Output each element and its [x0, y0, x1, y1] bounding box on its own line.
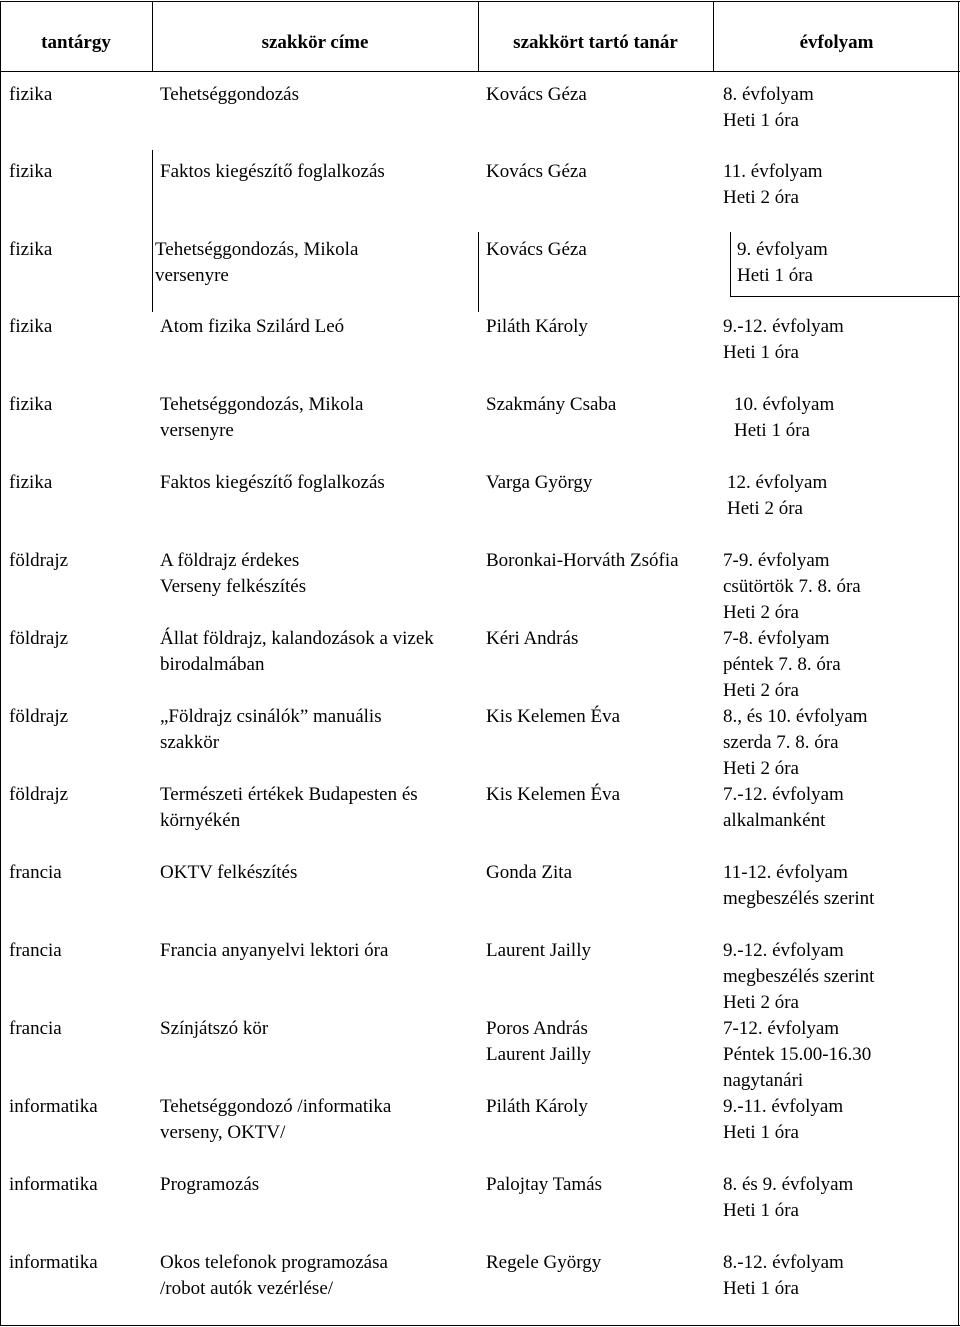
- cell-teacher: Varga György: [486, 472, 593, 493]
- table-right-border: [958, 1, 959, 1326]
- cell-title: Programozás: [160, 1174, 260, 1195]
- header-subject: tantárgy: [41, 32, 111, 53]
- cell-subject: francia: [9, 940, 62, 961]
- cell-title: Faktos kiegészítő foglalkozás: [160, 472, 385, 493]
- cell-subject: földrajz: [9, 706, 69, 727]
- cell-teacher: Palojtay Tamás: [486, 1174, 602, 1195]
- cell-subject: francia: [9, 1018, 62, 1039]
- cell-teacher: Kis Kelemen Éva: [486, 706, 621, 727]
- cell-teacher: Gonda Zita: [486, 862, 573, 883]
- cell-title: „Földrajz csinálók” manuális szakkör: [160, 706, 382, 753]
- cell-grade: 10. évfolyam Heti 1 óra: [734, 394, 835, 441]
- cell-title: Tehetséggondozás, Mikola versenyre: [160, 394, 364, 441]
- cell-teacher: Kovács Géza: [486, 84, 587, 105]
- cell-grade: 9.-12. évfolyam megbeszélés szerint Heti 2 óra: [723, 940, 875, 1013]
- cell-border-row3-b: [478, 232, 479, 312]
- cell-teacher: Poros András Laurent Jailly: [486, 1018, 591, 1065]
- cell-subject: fizika: [9, 472, 53, 493]
- cell-subject: fizika: [9, 161, 53, 182]
- cell-grade: 9.-11. évfolyam Heti 1 óra: [723, 1096, 844, 1143]
- cell-subject: fizika: [9, 316, 53, 337]
- cell-grade: 12. évfolyam Heti 2 óra: [727, 472, 828, 519]
- cell-subject: informatika: [9, 1252, 98, 1273]
- cell-title: Természeti értékek Budapesten és környékén: [160, 784, 418, 831]
- cell-title: Színjátszó kör: [160, 1018, 269, 1039]
- cell-border-row3-a: [152, 232, 153, 312]
- cell-border-row3-d: [730, 296, 960, 297]
- cell-grade: 7-9. évfolyam csütörtök 7. 8. óra Heti 2 óra: [723, 550, 861, 623]
- header-teacher: szakkört tartó tanár: [513, 32, 678, 53]
- cell-grade: 7-12. évfolyam Péntek 15.00-16.30 nagytanári: [723, 1018, 872, 1091]
- cell-title: Tehetséggondozás: [160, 84, 300, 105]
- cell-subject: francia: [9, 862, 62, 883]
- cell-grade: 8. évfolyam Heti 1 óra: [723, 84, 814, 131]
- cell-title: OKTV felkészítés: [160, 862, 298, 883]
- cell-subject: fizika: [9, 239, 53, 260]
- cell-grade: 11. évfolyam Heti 2 óra: [723, 161, 823, 208]
- cell-subject: földrajz: [9, 784, 69, 805]
- cell-border-row3-c: [730, 232, 731, 296]
- cell-teacher: Piláth Károly: [486, 316, 588, 337]
- table-top-border: [0, 1, 960, 2]
- cell-title: Francia anyanyelvi lektori óra: [160, 940, 389, 961]
- cell-subject: fizika: [9, 84, 53, 105]
- cell-teacher: Kis Kelemen Éva: [486, 784, 621, 805]
- table-left-border: [0, 1, 1, 1326]
- cell-title: Állat földrajz, kalandozások a vizek birodalmában: [160, 628, 434, 675]
- cell-subject: informatika: [9, 1174, 98, 1195]
- cell-grade: 7-8. évfolyam péntek 7. 8. óra Heti 2 óra: [723, 628, 841, 701]
- cell-subject: fizika: [9, 394, 53, 415]
- cell-grade: 8., és 10. évfolyam szerda 7. 8. óra Heti 2 óra: [723, 706, 868, 779]
- cell-grade: 9. évfolyam Heti 1 óra: [737, 239, 828, 286]
- header-grade: évfolyam: [799, 32, 874, 53]
- cell-teacher: Regele György: [486, 1252, 602, 1273]
- header-bottom-border: [0, 71, 960, 72]
- cell-teacher: Kovács Géza: [486, 239, 587, 260]
- cell-grade: 8. és 9. évfolyam Heti 1 óra: [723, 1174, 854, 1221]
- cell-title: A földrajz érdekes Verseny felkészítés: [160, 550, 307, 597]
- cell-subject: földrajz: [9, 550, 69, 571]
- cell-subject: földrajz: [9, 628, 69, 649]
- cell-teacher: Kéri András: [486, 628, 579, 649]
- cell-teacher: Laurent Jailly: [486, 940, 591, 961]
- cell-subject: informatika: [9, 1096, 98, 1117]
- cell-grade: 9.-12. évfolyam Heti 1 óra: [723, 316, 844, 363]
- cell-title: Tehetséggondozó /informatika verseny, OKTV/: [160, 1096, 392, 1143]
- cell-title: Atom fizika Szilárd Leó: [160, 316, 345, 337]
- cell-teacher: Boronkai-Horváth Zsófia: [486, 550, 679, 571]
- cell-teacher: Kovács Géza: [486, 161, 587, 182]
- cell-title: Tehetséggondozás, Mikola versenyre: [155, 239, 359, 286]
- cell-title: Okos telefonok programozása /robot autók vezérlése/: [160, 1252, 388, 1299]
- cell-teacher: Szakmány Csaba: [486, 394, 617, 415]
- cell-grade: 7.-12. évfolyam alkalmanként: [723, 784, 844, 831]
- cell-grade: 11-12. évfolyam megbeszélés szerint: [723, 862, 875, 909]
- header-title: szakkör címe: [261, 32, 369, 53]
- cell-title: Faktos kiegészítő foglalkozás: [160, 161, 385, 182]
- cell-teacher: Piláth Károly: [486, 1096, 588, 1117]
- cell-grade: 8.-12. évfolyam Heti 1 óra: [723, 1252, 844, 1299]
- cell-border-row2-a: [152, 150, 153, 232]
- table-bottom-border: [0, 1325, 960, 1326]
